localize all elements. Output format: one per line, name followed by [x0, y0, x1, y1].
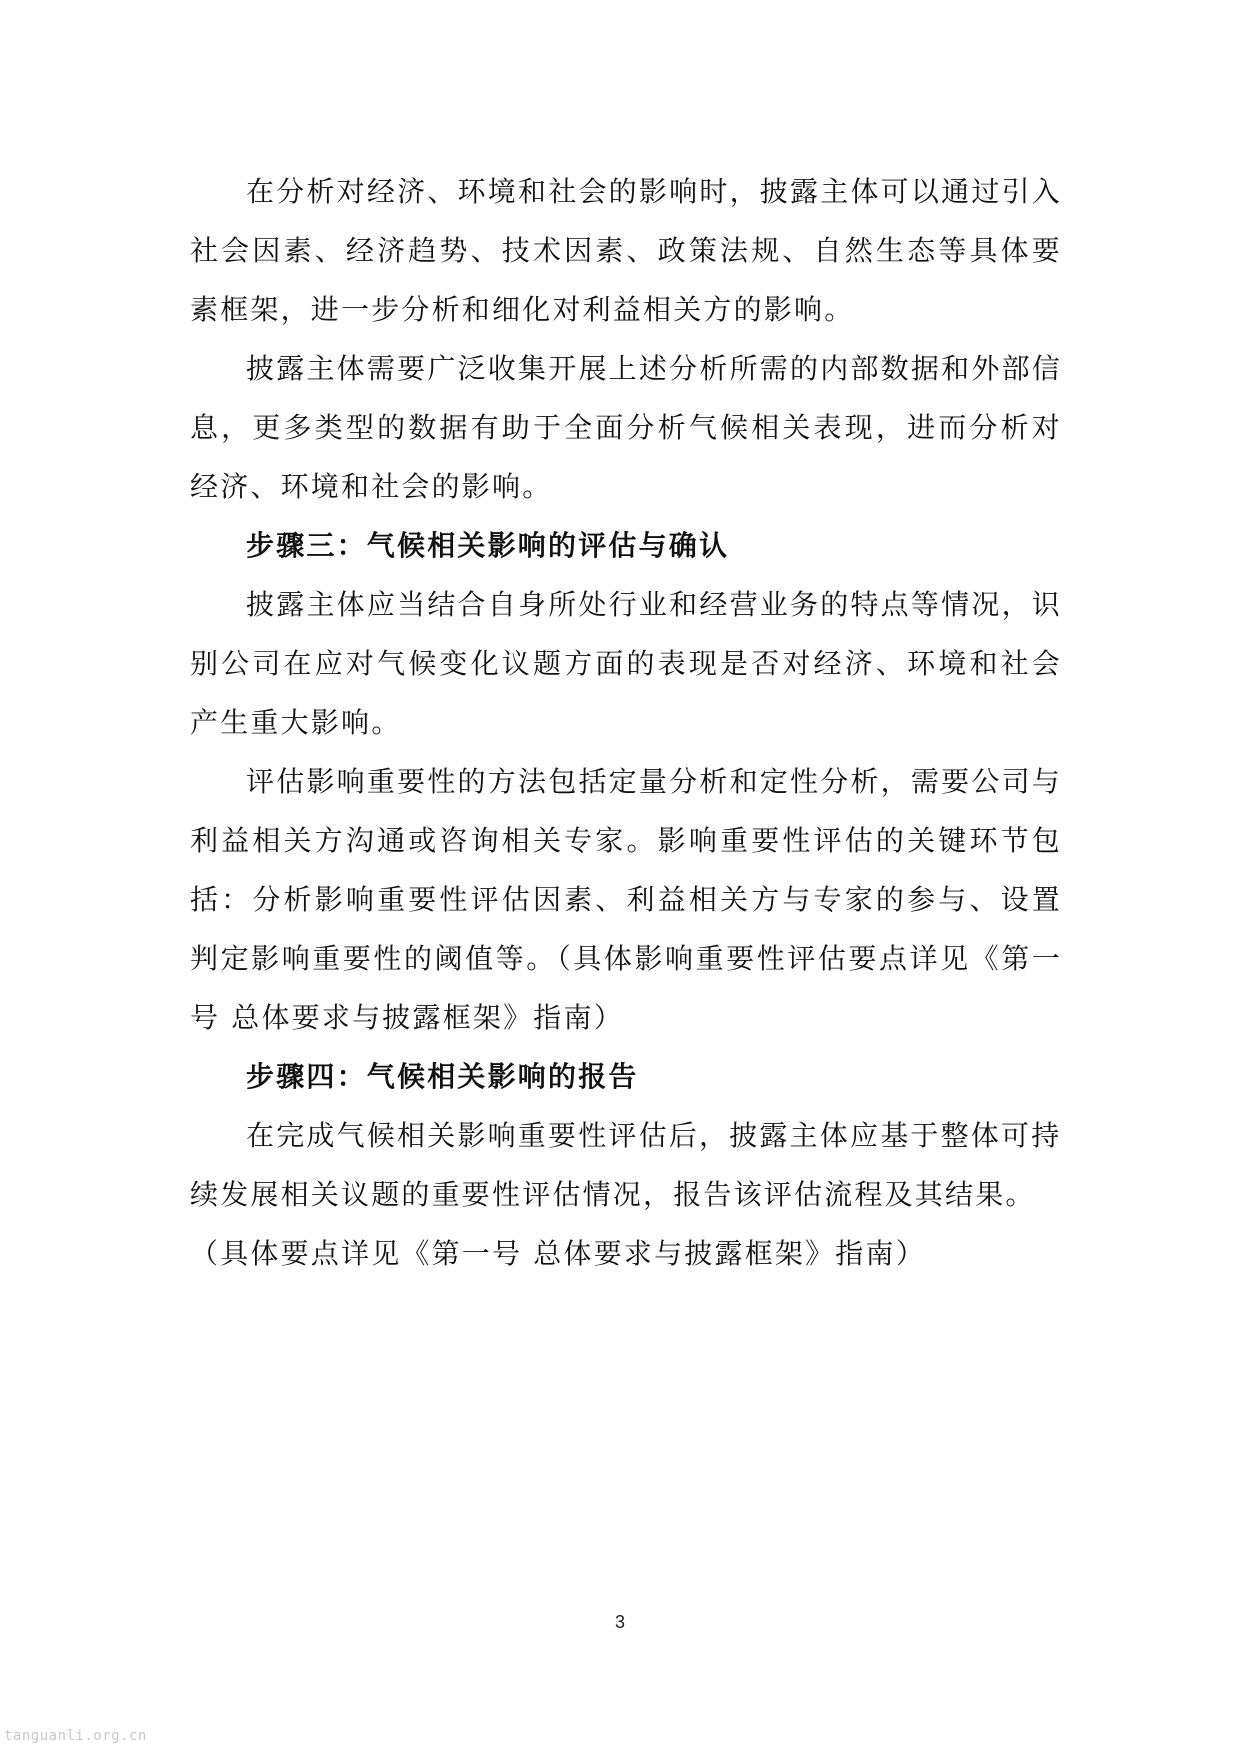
step-four-heading: 步骤四：气候相关影响的报告	[246, 1060, 639, 1093]
paragraph-step-three-identify: 披露主体应当结合自身所处行业和经营业务的特点等情况，识别公司在应对气候变化议题方面的表现是否对经济、环境和社会产生重大影响。	[190, 588, 1062, 739]
document-body	[190, 162, 1062, 1283]
paragraph-impact-analysis: 在分析对经济、环境和社会的影响时，披露主体可以通过引入社会因素、经济趋势、技术因素、政策法规、自然生态等具体要素框架，进一步分析和细化对利益相关方的影响。	[190, 175, 1062, 326]
paragraph-step-three-methods: 评估影响重要性的方法包括定量分析和定性分析，需要公司与利益相关方沟通或咨询相关专家。影响重要性评估的关键环节包括：分析影响重要性评估因素、利益相关方与专家的参与、设置判定影响重要性的阈值等。（具体影响重要性评估要点详见《第一号 总体要求与披露框架》指南）	[190, 765, 1062, 1034]
watermark-text: tanguanli.org.cn	[4, 1728, 147, 1744]
paragraph-step-four-report: 在完成气候相关影响重要性评估后，披露主体应基于整体可持续发展相关议题的重要性评估情况，报告该评估流程及其结果。（具体要点详见《第一号 总体要求与披露框架》指南）	[190, 1119, 1062, 1270]
paragraph-data-collection: 披露主体需要广泛收集开展上述分析所需的内部数据和外部信息，更多类型的数据有助于全面分析气候相关表现，进而分析对经济、环境和社会的影响。	[190, 352, 1062, 503]
page-number: 3	[614, 1612, 625, 1632]
step-three-heading: 步骤三：气候相关影响的评估与确认	[246, 529, 730, 562]
